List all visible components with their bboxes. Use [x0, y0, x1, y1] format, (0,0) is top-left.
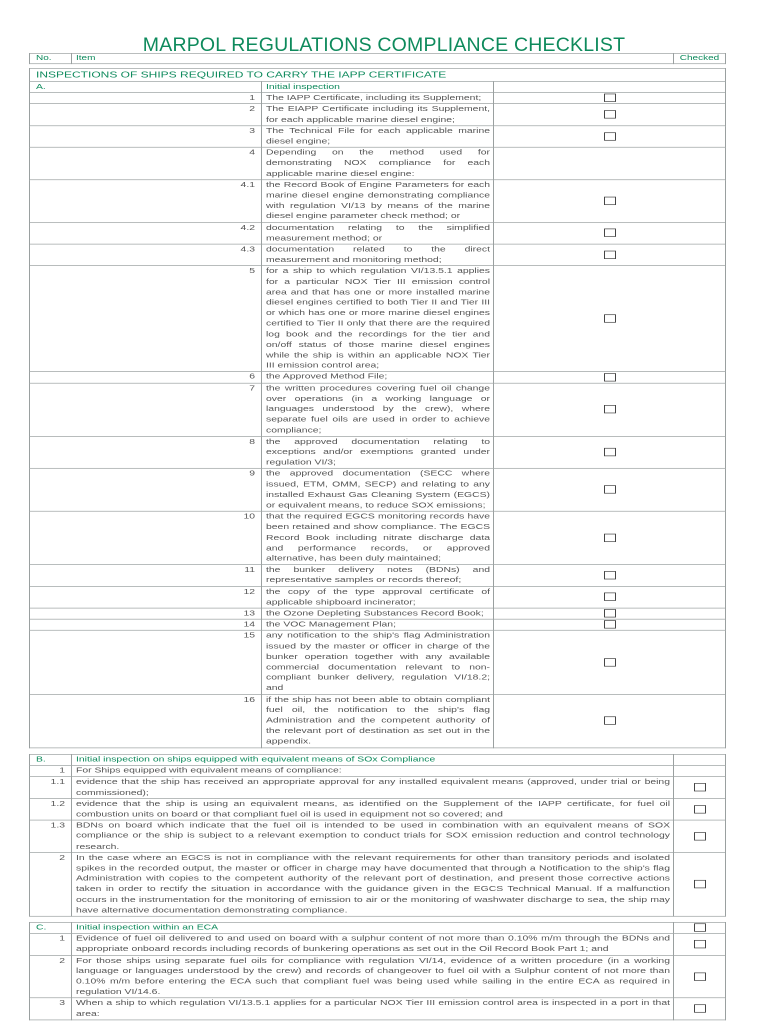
table-row [30, 694, 726, 747]
checkbox[interactable] [604, 250, 616, 258]
checkbox-cell [674, 922, 726, 933]
item-number: 2 [30, 852, 72, 916]
checkbox[interactable] [604, 229, 616, 237]
item-text: the written procedures covering fuel oil change over operations (in a working language or languages understood by the crew), where separate fuel oils are used in order to achieve compliance; [262, 383, 494, 436]
group-letter: C. [30, 922, 72, 933]
checkbox[interactable] [694, 783, 706, 791]
table-row [30, 222, 726, 244]
checkbox-cell [494, 81, 726, 92]
table-row [30, 104, 726, 126]
item-number: 2 [30, 955, 72, 998]
column-header-no: No. [30, 53, 72, 63]
checkbox-cell [494, 222, 726, 244]
group-title: Initial inspection [262, 81, 494, 92]
table-row [30, 383, 726, 436]
item-text: that the required EGCS monitoring records have been retained and show compliance. The EGCS Record Book including nitrate discharge data and performance records, or approved alternative, has been duly maintained; [262, 511, 494, 564]
item-text: The EIAPP Certificate including its Supplement, for each applicable marine diesel engine; [262, 104, 494, 126]
item-text: For Ships equipped with equivalent means of compliance: [72, 765, 674, 776]
checkbox[interactable] [604, 373, 616, 381]
item-text: the approved documentation relating to exceptions and/or exemptions granted under regulation VI/3; [262, 436, 494, 468]
checkbox-cell [494, 93, 726, 104]
checkbox[interactable] [604, 716, 616, 724]
item-text: When a ship to which regulation VI/13.5.1 applies for a particular NOX Tier III emission control area is inspected in a port in that area: [72, 998, 674, 1020]
checkbox-cell [494, 244, 726, 266]
item-text: the bunker delivery notes (BDNs) and representative samples or records thereof; [262, 564, 494, 586]
item-text: the Approved Method File; [262, 372, 494, 383]
table-row [30, 244, 726, 266]
item-number: 8 [30, 436, 262, 468]
group-title: Initial inspection on ships equipped with equivalent means of SOx Compliance [72, 754, 674, 765]
checkbox-cell [674, 776, 726, 798]
item-number: 2 [30, 104, 262, 126]
checkbox[interactable] [604, 533, 616, 541]
item-number: 4 [30, 147, 262, 179]
table-row [30, 630, 726, 694]
section-title: INSPECTIONS OF SHIPS REQUIRED TO CARRY THE IAPP CERTIFICATE [30, 68, 726, 81]
table-row [30, 125, 726, 147]
checkbox[interactable] [604, 405, 616, 413]
item-number: 6 [30, 372, 262, 383]
checkbox-cell [674, 998, 726, 1020]
item-text: the approved documentation (SECC where issued, ETM, OMM, SECP) and relating to any installed Exhaust Gas Cleaning System (EGCS) or equivalent means, to reduce SOX emissions; [262, 468, 494, 511]
checkbox[interactable] [604, 593, 616, 601]
checkbox[interactable] [604, 132, 616, 140]
checkbox-cell [494, 586, 726, 608]
checkbox-cell [674, 798, 726, 820]
group-letter: B. [30, 754, 72, 765]
item-number: 5 [30, 266, 262, 372]
column-header-checked: Checked [674, 53, 726, 63]
item-text: the Record Book of Engine Parameters for each marine diesel engine demonstrating compliance with regulation VI/13 by means of the marine diesel engine parameter check method; or [262, 179, 494, 222]
item-number: 1.2 [30, 798, 72, 820]
checklist-header [29, 53, 726, 64]
table-row [30, 998, 726, 1020]
checkbox[interactable] [604, 609, 616, 617]
item-text: Depending on the method used for demonstrating NOX compliance for each applicable marine diesel engine: [262, 147, 494, 179]
item-number: 3 [30, 125, 262, 147]
checkbox-cell [494, 511, 726, 564]
table-row [30, 372, 726, 383]
item-text: any notification to the ship's flag Administration issued by the master or officer in charge of the bunker operation together with any available commercial documentation relevant to non-compliant bunker delivery, regulation VI/18.2; and [262, 630, 494, 694]
group-title: Initial inspection within an ECA [72, 922, 674, 933]
item-text: Evidence of fuel oil delivered to and used on board with a sulphur content of not more than 0.10% m/m through the BDNs and appropriate onboard records including records of bunkering operations as set out in the Oil Record Book Part 1; and [72, 933, 674, 955]
table-row [30, 608, 726, 619]
checkbox[interactable] [604, 658, 616, 666]
checkbox-cell [674, 933, 726, 955]
item-text: documentation related to the direct measurement and monitoring method; [262, 244, 494, 266]
item-text: documentation relating to the simplified measurement method; or [262, 222, 494, 244]
checkbox[interactable] [694, 805, 706, 813]
group-letter: A. [30, 81, 262, 92]
checkbox-cell [494, 125, 726, 147]
item-number: 1.3 [30, 820, 72, 852]
item-number: 1.1 [30, 776, 72, 798]
checkbox[interactable] [604, 110, 616, 118]
item-text: For those ships using separate fuel oils for compliance with regulation VI/14, evidence of a written procedure (in a working language or languages understood by the crew) and records of changeover to fuel oil with a Sulphur content of not more than 0.10% m/m before entering the ECA such that compliant fuel was being used while sailing in the entire ECA as required in regulation VI/14.6. [72, 955, 674, 998]
item-number: 4.3 [30, 244, 262, 266]
table-row [30, 468, 726, 511]
checkbox[interactable] [604, 448, 616, 456]
table-row [30, 852, 726, 916]
checkbox[interactable] [694, 832, 706, 840]
item-text: In the case where an EGCS is not in compliance with the relevant requirements for other than transitory periods and isolated spikes in the recorded output, the master or officer in charge may have documented that through a Notification to the ship's flag Administration with copies to the competent authority of the relevant port of destination, and present those corrective actions taken in order to rectify the situation in accordance with the guidance given in the EGCS Technical Manual. If a malfunction occurs in the instrumentation for the monitoring of emission to air or the monitoring of washwater discharge to sea, the ship may have alternative documentation demonstrating compliance. [72, 852, 674, 916]
checklist-table-b [29, 754, 726, 917]
item-number: 16 [30, 694, 262, 747]
checkbox[interactable] [604, 571, 616, 579]
table-row [30, 820, 726, 852]
table-row [30, 179, 726, 222]
group-header [30, 922, 726, 933]
checkbox[interactable] [604, 620, 616, 628]
table-row [30, 798, 726, 820]
item-text: if the ship has not been able to obtain compliant fuel oil, the notification to the ship's flag Administration and the competent authority of the relevant port of destination as set out in the appendix. [262, 694, 494, 747]
checkbox-cell [494, 608, 726, 619]
checkbox-cell [494, 147, 726, 179]
item-number: 9 [30, 468, 262, 511]
item-text: evidence that the ship is using an equivalent means, as identified on the Supplement of the IAPP certificate, for fuel oil combustion units on board or that compliant fuel oil is used in equipment not so covered; and [72, 798, 674, 820]
item-number: 14 [30, 619, 262, 630]
item-number: 4.1 [30, 179, 262, 222]
table-row [30, 564, 726, 586]
table-row [30, 619, 726, 630]
item-number: 4.2 [30, 222, 262, 244]
group-header [30, 81, 726, 92]
item-number: 15 [30, 630, 262, 694]
item-text: for a ship to which regulation VI/13.5.1 applies for a particular NOX Tier III emission control area and that has one or more installed marine diesel engines certified to both Tier II and Tier III or which has one or more marine diesel engines certified to Tier II only that there are the required log book and the recordings for the tier and on/off status of those marine diesel engines while the ship is within an applicable NOX Tier III emission control area; [262, 266, 494, 372]
checkbox[interactable] [694, 940, 706, 948]
item-text: The IAPP Certificate, including its Supplement; [262, 93, 494, 104]
item-number: 7 [30, 383, 262, 436]
item-text: The Technical File for each applicable marine diesel engine; [262, 125, 494, 147]
checkbox-cell [494, 619, 726, 630]
item-text: the VOC Management Plan; [262, 619, 494, 630]
checkbox-cell [494, 383, 726, 436]
checkbox-cell [674, 955, 726, 998]
item-text: BDNs on board which indicate that the fuel oil is intended to be used in combination with an equivalent means of SOX compliance or the ship is subject to a relevant exemption to conduct trials for SOX emission reduction and control technology research. [72, 820, 674, 852]
checkbox[interactable] [694, 972, 706, 980]
checkbox[interactable] [604, 314, 616, 322]
checkbox[interactable] [604, 94, 616, 102]
item-text: the Ozone Depleting Substances Record Book; [262, 608, 494, 619]
item-number: 1 [30, 933, 72, 955]
checkbox-cell [674, 852, 726, 916]
checkbox-cell [494, 564, 726, 586]
table-row [30, 776, 726, 798]
group-header [30, 754, 726, 765]
checkbox-cell [494, 694, 726, 747]
table-row [30, 586, 726, 608]
checkbox-cell [494, 266, 726, 372]
checkbox[interactable] [694, 880, 706, 888]
checkbox-cell [674, 820, 726, 852]
item-number: 1 [30, 93, 262, 104]
checklist-table-c [29, 922, 726, 1020]
page-title: MARPOL REGULATIONS COMPLIANCE CHECKLIST [142, 34, 626, 56]
item-number: 13 [30, 608, 262, 619]
checklist-table-a [29, 68, 726, 748]
table-row [30, 933, 726, 955]
item-number: 11 [30, 564, 262, 586]
item-text: the copy of the type approval certificate of applicable shipboard incinerator; [262, 586, 494, 608]
table-row [30, 436, 726, 468]
checkbox-cell [494, 630, 726, 694]
checkbox[interactable] [604, 485, 616, 493]
checkbox[interactable] [694, 1004, 706, 1012]
checkbox-cell [674, 765, 726, 776]
table-row [30, 955, 726, 998]
checkbox-cell [494, 372, 726, 383]
item-number: 3 [30, 998, 72, 1020]
table-row [30, 266, 726, 372]
item-number: 10 [30, 511, 262, 564]
checkbox-cell [494, 468, 726, 511]
checkbox-cell [674, 754, 726, 765]
table-row [30, 765, 726, 776]
checkbox-cell [494, 179, 726, 222]
table-row [30, 511, 726, 564]
checkbox[interactable] [694, 923, 706, 931]
checkbox-cell [494, 104, 726, 126]
item-number: 1 [30, 765, 72, 776]
column-header-item: Item [72, 53, 674, 63]
item-text: evidence that the ship has received an appropriate approval for any installed equivalent means (approved, under trial or being commissioned); [72, 776, 674, 798]
item-number: 12 [30, 586, 262, 608]
table-row [30, 93, 726, 104]
table-row [30, 147, 726, 179]
checkbox-cell [494, 436, 726, 468]
checkbox[interactable] [604, 196, 616, 204]
